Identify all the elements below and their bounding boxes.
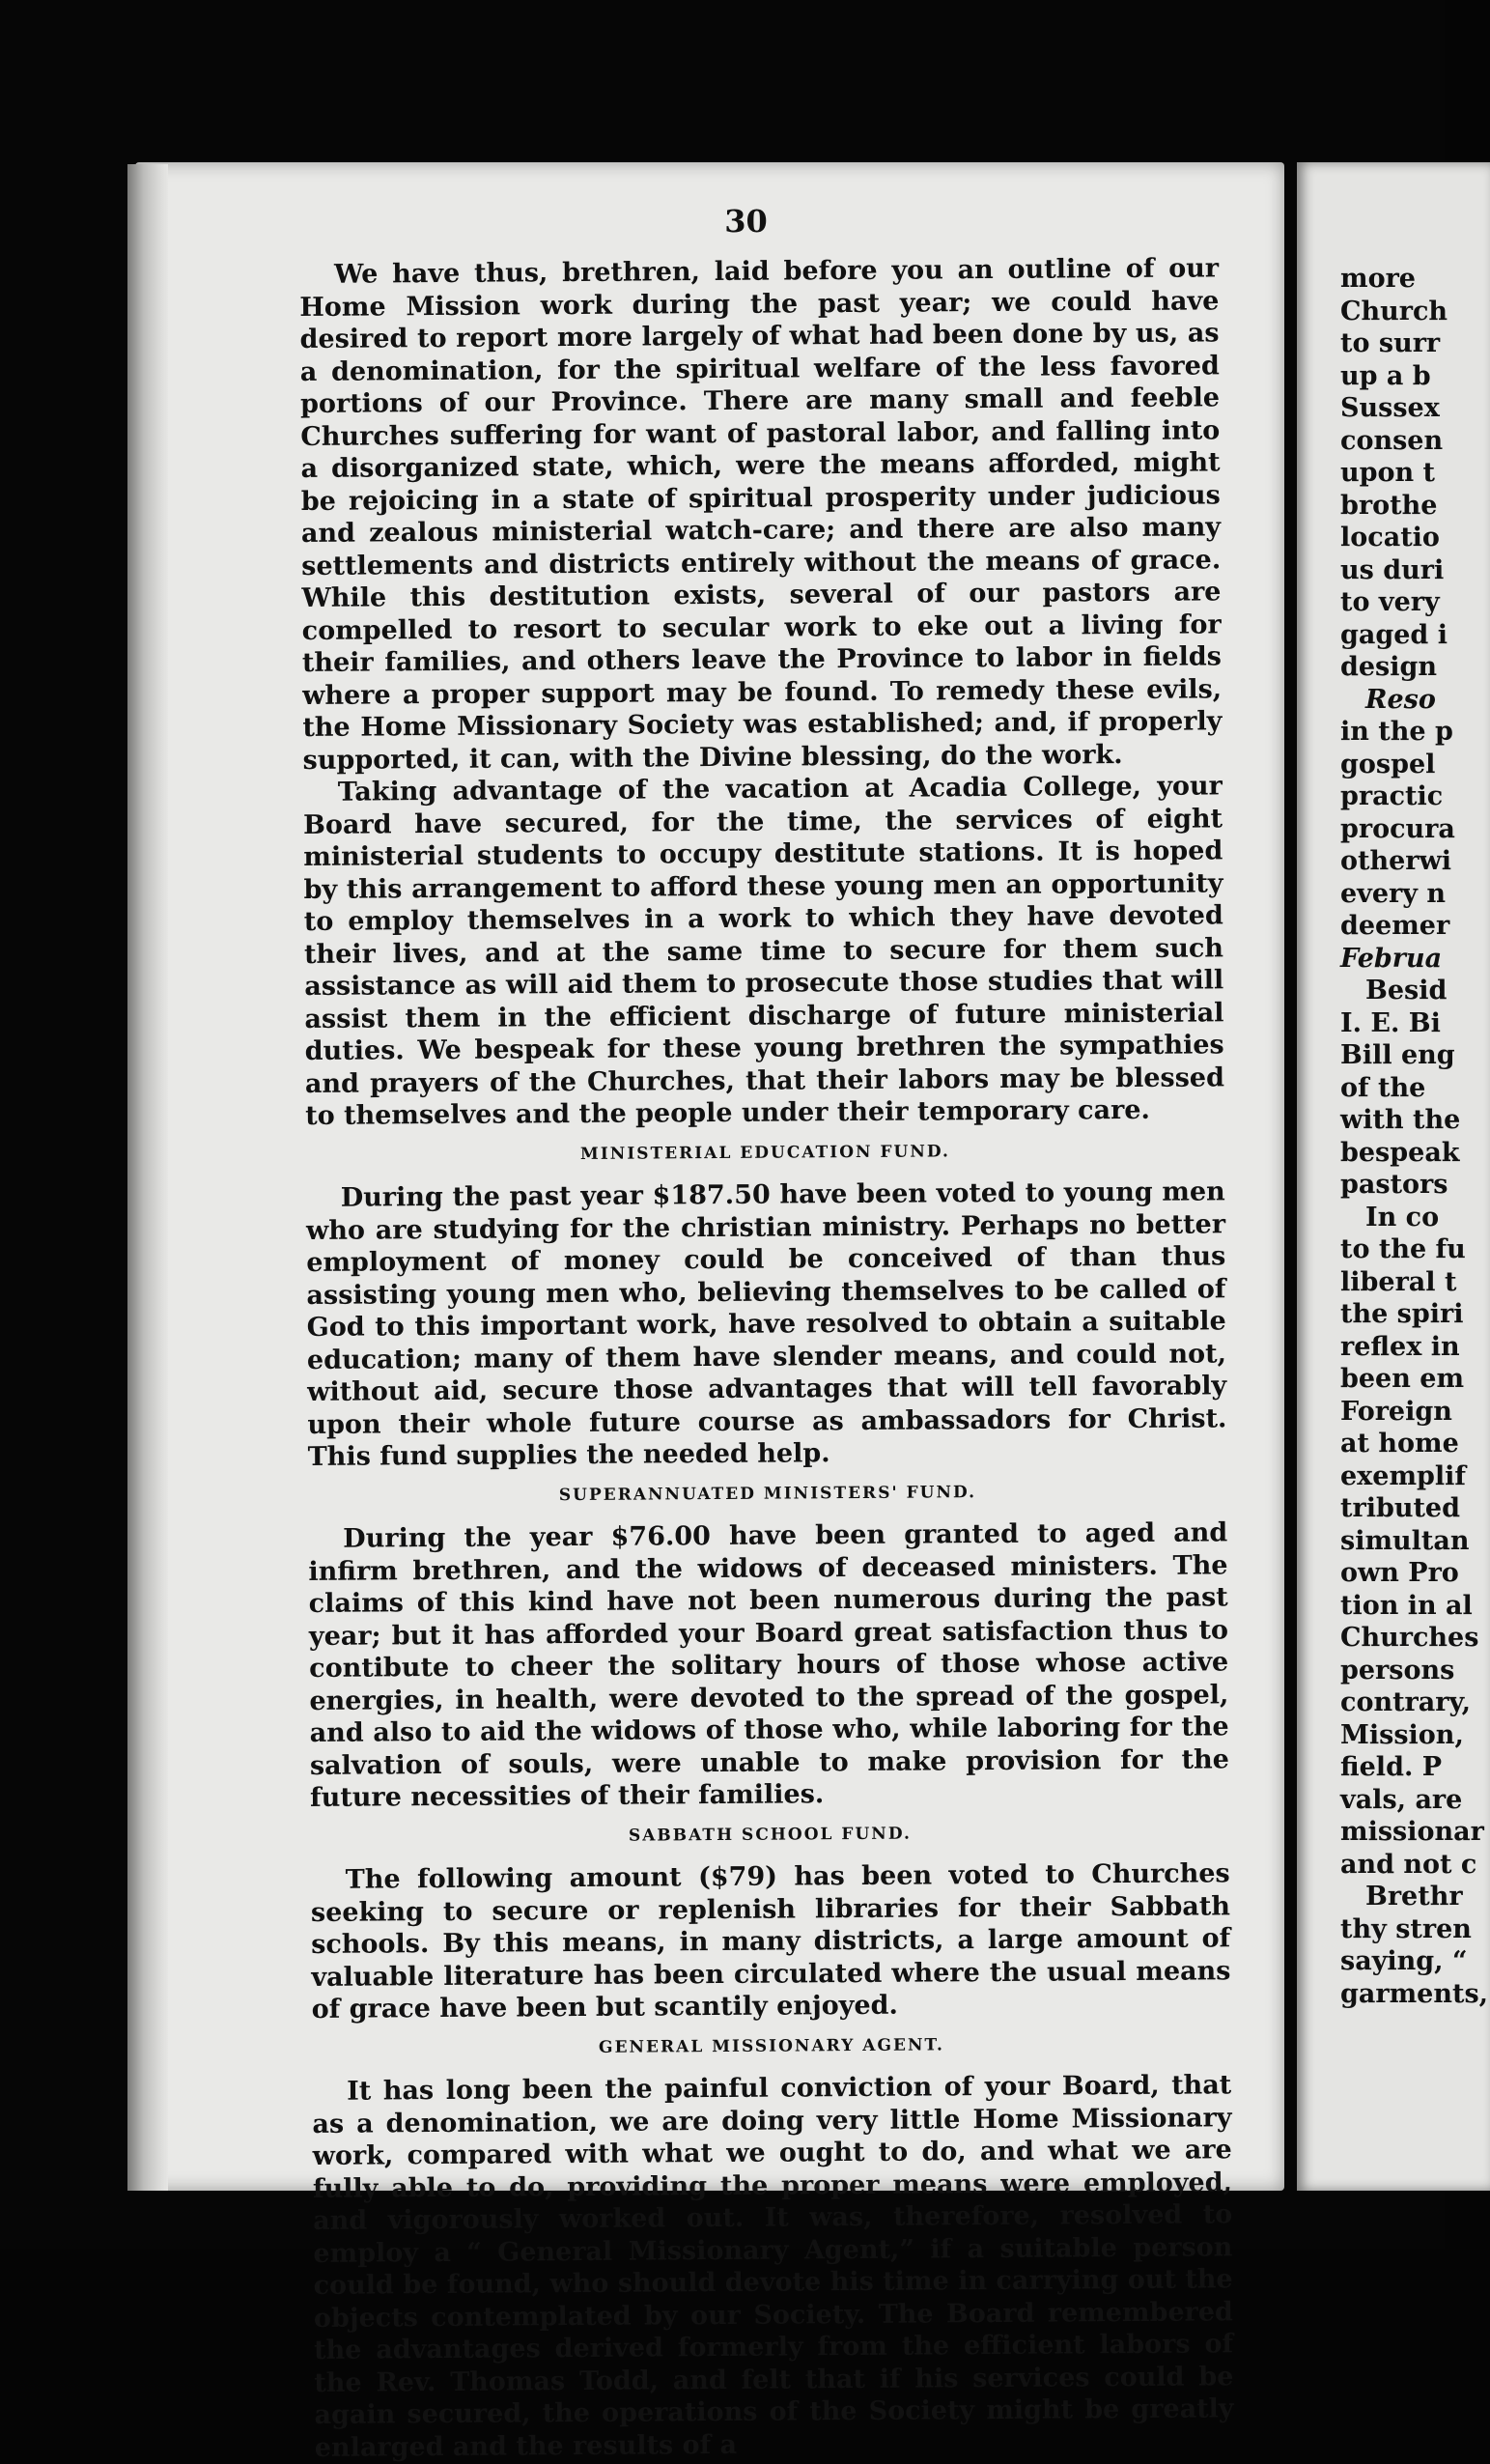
section-heading-ministerial-education: MINISTERIAL EDUCATION FUND. bbox=[579, 1141, 951, 1164]
right-page-line: the spiri bbox=[1340, 1299, 1464, 1329]
section-text-general-missionary-agent: It has long been the painful conviction of your Board, that as a denomination, we are doing very little Home Missionary work, compared with what we ought to do, and what we are fully able to do, providing the proper means were employed, and vigorously worked out. It was, therefore, resolved to employ a “ General Missionary Agent,” if a suitable person could be found, who should devote his time in carrying out the objects contemplated by our Society. The Board remembered the advantages derived formerly from the efficient labors of the Rev. Thomas Todd, and felt that if his services could be again secured, the operations of the Society might be greatly enlarged and the results of a bbox=[312, 2070, 1234, 2463]
right-page-line: Mission, bbox=[1340, 1719, 1464, 1750]
right-page-line: more bbox=[1340, 264, 1416, 294]
right-page-line: Foreign bbox=[1340, 1396, 1452, 1427]
right-page-line: to very bbox=[1340, 587, 1440, 617]
right-page-line: been em bbox=[1340, 1364, 1465, 1394]
section-text-sabbath-school: The following amount ($79) has been voted to Churches seeking to secure or replenish libraries for their Sabbath schools. By this means, in many districts, a large amount of valuable literature has been circulated where the usual means of grace have been but scantily enjoyed. bbox=[310, 1858, 1231, 2025]
right-page-line: otherwi bbox=[1340, 846, 1452, 876]
right-page-line: I. E. Bi bbox=[1340, 1007, 1441, 1038]
right-page-line: thy stren bbox=[1340, 1913, 1472, 1944]
right-page-line: Church bbox=[1340, 296, 1448, 326]
right-page-line: locatio bbox=[1340, 523, 1440, 552]
right-page-line: saying, “ bbox=[1340, 1946, 1468, 1976]
right-page-line: of the bbox=[1340, 1072, 1426, 1103]
intro-paragraph-2: Taking advantage of the vacation at Acadia College, your Board have secured, for the time, the services of eight ministerial students to occupy destitute stations. It is hoped by this arrangement to afford these young men an opportunity to employ themselves in a work to which they have devoted their lives, and at the same time to secure for them such assistance as will aid them to prosecute those studies that will assist them in the efficient discharge of future ministerial duties. We bespeak for these young brethren the sympathies and prayers of the Churches, that their labors may be blessed to themselves and the people under their temporary care. bbox=[302, 771, 1225, 1131]
right-page-line: deemer bbox=[1340, 911, 1450, 941]
right-page-line: liberal t bbox=[1340, 1266, 1457, 1297]
section-text-superannuated-ministers: During the year $76.00 have been granted to aged and infirm brethren, and the widows of deceased ministers. The claims of this kind have not been numerous during the past year; but it has afforded your Board great satisfaction thus to contibute to cheer the solitary hours of those whose active energies, in health, were devoted to the spread of the gospel, and also to aid the widows of those who, while laboring for the salvation of souls, were unable to make provision for the future necessities of their families. bbox=[308, 1517, 1229, 1813]
right-page-line: practic bbox=[1340, 781, 1444, 811]
right-page-line: gospel bbox=[1340, 749, 1436, 779]
right-page-line: up a b bbox=[1340, 360, 1431, 391]
right-page-line: to the fu bbox=[1340, 1234, 1466, 1264]
right-page-line: gaged i bbox=[1340, 619, 1448, 650]
right-page-line: exemplif bbox=[1340, 1460, 1467, 1491]
right-page-line: and not c bbox=[1340, 1849, 1477, 1880]
right-page-line: Reso bbox=[1365, 684, 1436, 715]
right-page-line: design bbox=[1340, 652, 1438, 682]
right-page-line: with the bbox=[1340, 1105, 1461, 1135]
right-page-line: consen bbox=[1340, 425, 1444, 456]
right-page-line: Sussex bbox=[1340, 393, 1440, 423]
right-page-line: vals, are bbox=[1340, 1784, 1463, 1815]
right-page-line: tion in al bbox=[1340, 1590, 1473, 1621]
right-page-line: at home bbox=[1340, 1429, 1459, 1459]
right-page-line: brothe bbox=[1340, 490, 1438, 521]
right-page-line: bespeak bbox=[1340, 1137, 1460, 1168]
page-body bbox=[299, 252, 1234, 2464]
right-page-line: to surr bbox=[1340, 328, 1441, 358]
right-page-line: garments, bbox=[1340, 1978, 1489, 2009]
right-page-line: Besid bbox=[1365, 976, 1448, 1005]
right-page-line: procura bbox=[1340, 813, 1455, 844]
page-number: 30 bbox=[724, 203, 768, 240]
right-page-line: in the p bbox=[1340, 717, 1453, 747]
page-binding-shadow bbox=[127, 164, 168, 2191]
right-page-line: own Pro bbox=[1340, 1558, 1459, 1588]
right-page-line: reflex in bbox=[1340, 1331, 1460, 1362]
right-page-line: pastors bbox=[1340, 1170, 1448, 1200]
section-heading-sabbath-school: SABBATH SCHOOL FUND. bbox=[628, 1824, 912, 1846]
right-page-line: simultan bbox=[1340, 1525, 1470, 1556]
intro-paragraph-1: We have thus, brethren, laid before you an outline of our Home Mission work during the past year; we could have desired to report more largely of what had been done by us, as a denomination, for the spiritual welfare of the less favored portions of our Province. There are many small and feeble Churches suffering for want of pastoral labor, and falling into a disorganized state, which, were the means afforded, might be rejoicing in a state of spiritual prosperity under judicious and zealous ministerial watch-care; and there are also many settlements and districts entirely without the means of grace. While this destitution exists, several of our pastors are compelled to resort to secular work to eke out a living for their families, and others leave the Province to labor in fields where a proper support may be found. To remedy these evils, the Home Missionary Society was established; and, if properly supported, it can, with the Divine blessing, do the work. bbox=[299, 253, 1223, 776]
section-heading-superannuated-ministers: SUPERANNUATED MINISTERS' FUND. bbox=[558, 1482, 977, 1505]
right-page-line: tributed bbox=[1340, 1493, 1460, 1523]
right-page-text-fragments bbox=[1340, 263, 1489, 2010]
right-page-line: us duri bbox=[1340, 554, 1445, 585]
right-page-line: Churches bbox=[1340, 1623, 1479, 1653]
section-text-ministerial-education: During the past year $187.50 have been voted to young men who are studying for the christian ministry. Perhaps no better employment of money could be conceived of than thus assisting young men who, believing themselves to be called of God to this important work, have resolved to obtain a suitable education; many of them have slender means, and could not, without aid, secure those advantages that will tell favorably upon their whole future course as ambassadors for Christ. This fund supplies the needed help. bbox=[305, 1176, 1227, 1472]
right-page-line: missionar bbox=[1340, 1817, 1484, 1847]
right-page-line: Bill eng bbox=[1340, 1040, 1455, 1070]
right-page-line: Februa bbox=[1340, 943, 1443, 974]
right-page-line: upon t bbox=[1340, 458, 1436, 488]
right-page-line: In co bbox=[1365, 1202, 1440, 1232]
right-page-line: persons bbox=[1340, 1655, 1455, 1685]
right-page-line: field. P bbox=[1340, 1752, 1443, 1782]
right-page-line: every n bbox=[1340, 878, 1446, 909]
section-heading-general-missionary-agent: GENERAL MISSIONARY AGENT. bbox=[598, 2034, 944, 2057]
right-page-line: Brethr bbox=[1365, 1882, 1463, 1912]
right-page-line: contrary, bbox=[1340, 1687, 1471, 1717]
